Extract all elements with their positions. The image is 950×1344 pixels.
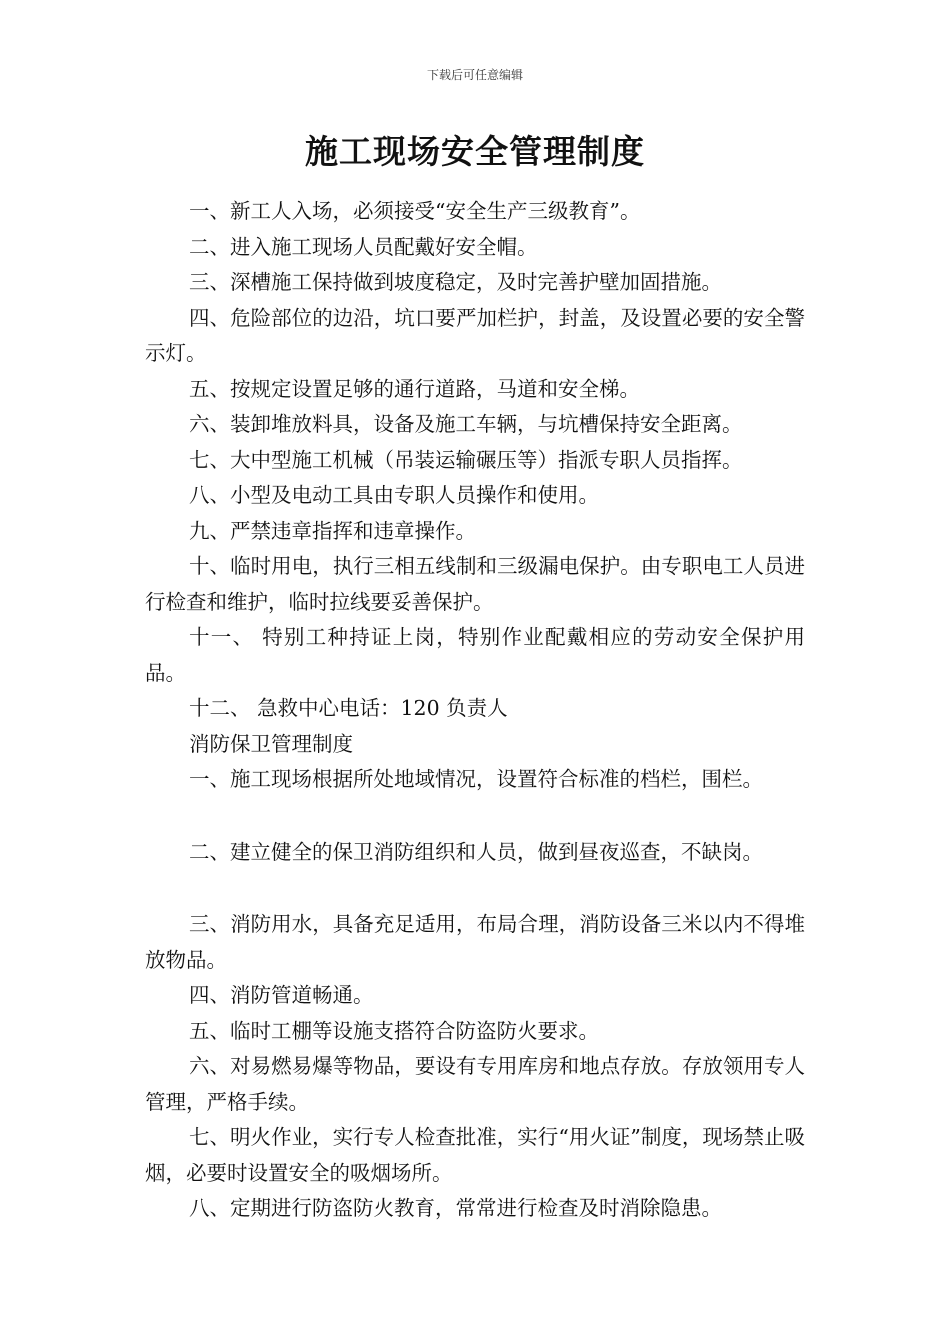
rule-item: 九、严禁违章指挥和违章操作。 [189, 518, 476, 543]
rule-item: 十二、 急救中心电话：120 负责人 [189, 696, 508, 720]
section-heading: 消防保卫管理制度 [189, 731, 353, 756]
rule-item: 一、新工人入场，必须接受“安全生产三级教育”。 [189, 199, 641, 223]
rule-item: 二、进入施工现场人员配戴好安全帽。 [189, 234, 538, 259]
rule-item: 八、定期进行防盗防火教育，常常进行检查及时消除隐患。 [189, 1196, 722, 1220]
rule-item: 十、临时用电，执行三相五线制和三级漏电保护。由专职电工人员进行检查和维护，临时拉线要妥善保护。 [145, 554, 805, 614]
rule-item: 八、小型及电动工具由专职人员操作和使用。 [189, 483, 599, 507]
rule-item: 七、明火作业，实行专人检查批准，实行“用火证”制度，现场禁止吸烟，必要时设置安全的吸烟场所。 [145, 1125, 805, 1185]
rule-item: 五、临时工棚等设施支搭符合防盗防火要求。 [189, 1018, 599, 1043]
rule-item: 二、建立健全的保卫消防组织和人员，做到昼夜巡查，不缺岗。 [189, 839, 763, 864]
document-body [145, 194, 805, 1227]
rule-item: 四、危险部位的边沿，坑口要严加栏护，封盖，及设置必要的安全警示灯。 [145, 305, 805, 365]
rule-item: 一、施工现场根据所处地域情况，设置符合标准的档栏，围栏。 [189, 767, 763, 791]
rule-item: 四、消防管道畅通。 [189, 983, 374, 1007]
page-header-note: 下载后可任意编辑 [426, 68, 523, 82]
rule-item: 六、对易燃易爆等物品，要设有专用库房和地点存放。存放领用专人管理，严格手续。 [145, 1054, 805, 1114]
rule-item: 三、深槽施工保持做到坡度稳定，及时完善护壁加固措施。 [189, 270, 722, 294]
rule-item: 六、装卸堆放料具，设备及施工车辆，与坑槽保持安全距离。 [189, 412, 743, 436]
document-title: 施工现场安全管理制度 [305, 132, 645, 171]
rule-item: 三、消防用水，具备充足适用，布局合理，消防设备三米以内不得堆放物品。 [145, 912, 805, 972]
rule-item: 七、大中型施工机械（吊装运输碾压等）指派专职人员指挥。 [189, 447, 743, 472]
rule-item: 十一、 特别工种持证上岗，特别作业配戴相应的劳动安全保护用品。 [145, 625, 805, 685]
rule-item: 五、按规定设置足够的通行道路，马道和安全梯。 [189, 376, 640, 401]
